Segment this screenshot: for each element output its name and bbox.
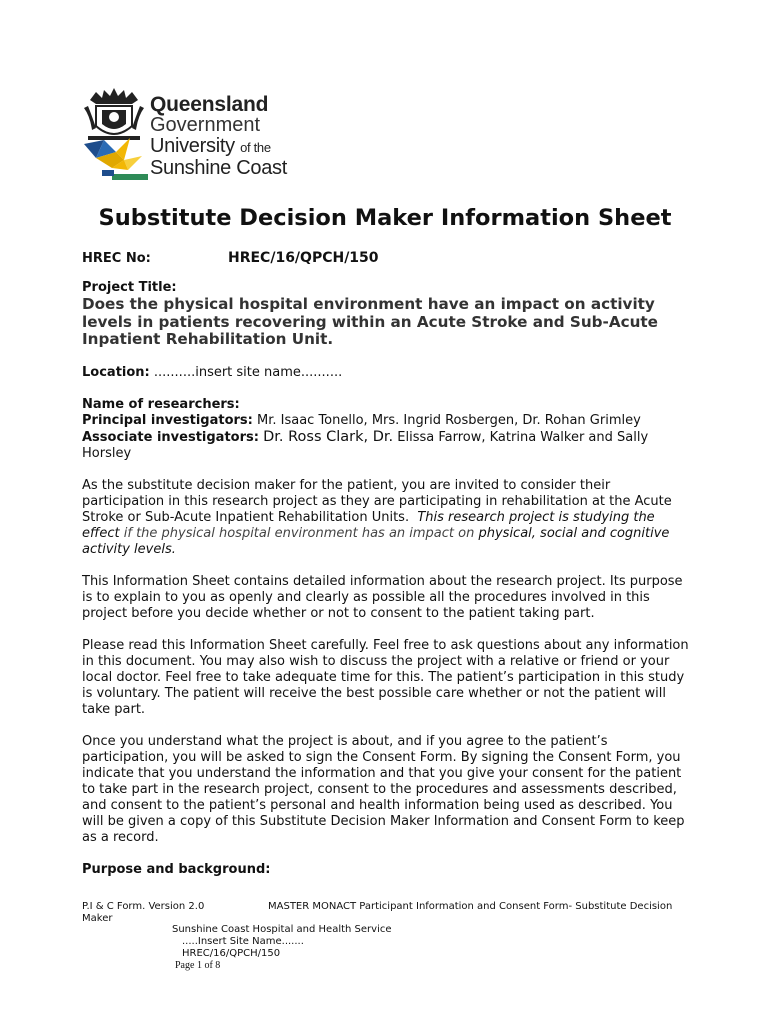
project-title-text: Does the physical hospital environment have an impact on activity levels in patients recovering within an Acute Stroke and Sub-Acute Inpatient Rehabilitation Unit. <box>82 295 658 348</box>
pi-label: Principal investigators: <box>82 412 253 428</box>
project-title-label: Project Title: <box>82 280 177 295</box>
page-footer <box>82 901 682 971</box>
associate-investigators <box>82 429 694 462</box>
location-label: Location: <box>82 364 150 380</box>
intro-paragraph: As the substitute decision maker for the patient, you are invited to consider their participation in this research project as they are participating in rehabilitation at the Acute Stroke or Sub-Acute Inpatient Rehabilitation Units. This research project is studying the effect if the physical hospital environment has an impact on physical, social and cognitive activity levels. <box>82 477 672 557</box>
principal-investigators <box>82 413 694 429</box>
hrec-value: HREC/16/QPCH/150 <box>228 250 379 266</box>
institution-logos <box>82 86 292 182</box>
usc-star-logo-icon <box>82 134 148 182</box>
pi-value: Mr. Isaac Tonello, Mrs. Ingrid Rosbergen, Dr. Rohan Grimley <box>257 412 641 428</box>
footer-master-title: MASTER MONACT Participant Information and Consent Form- Substitute Decision Maker <box>82 901 673 924</box>
ai-label: Associate investigators: <box>82 429 259 445</box>
read-carefully-paragraph: Please read this Information Sheet carefully. Feel free to ask questions about any information in this document. You may also wish to discuss the project with a relative or friend or your local doctor. Feel free to take adequate time for this. The patient’s participation in this study is voluntary. The patient will receive the best possible care whether or not the patient will take part. <box>82 637 689 717</box>
footer-site: .....Insert Site Name....... <box>182 936 304 947</box>
location-line <box>82 365 694 381</box>
hrec-number <box>82 250 379 266</box>
footer-form-line <box>82 901 682 925</box>
consent-paragraph: Once you understand what the project is about, and if you agree to the patient’s participation, you will be asked to sign the Consent Form. By signing the Consent Form, you indicate that you understand the information and that you give your consent for the patient to take part in the research project, consent to the procedures and assessments described, and consent to the patient’s personal and health information being used as described. You will be given a copy of this Substitute Decision Maker Information and Consent Form to keep as a record. <box>82 733 685 845</box>
ai-value-b: Elissa Farrow, Katrina Walker and Sally Horsley <box>82 429 649 461</box>
footer-service: Sunshine Coast Hospital and Health Service <box>172 924 392 935</box>
ai-value-a: Dr. Ross Clark, Dr. <box>263 428 394 445</box>
page-title: Substitute Decision Maker Information Sheet <box>98 205 672 231</box>
hrec-label: HREC No: <box>82 251 151 266</box>
usc-logo-text-line1: University of the <box>150 135 271 157</box>
purpose-heading: Purpose and background: <box>82 861 271 877</box>
info-sheet-paragraph: This Information Sheet contains detailed information about the research project. Its purpose is to explain to you as openly and clearly as possible all the procedures involved in this project before you decide whether or not to consent to the patient taking part. <box>82 573 683 621</box>
footer-version: P.I & C Form. Version 2.0 <box>82 901 205 912</box>
queensland-logo-text: Queensland <box>150 93 269 116</box>
page-number: Page 1 of 8 <box>175 960 221 971</box>
footer-hrec: HREC/16/QPCH/150 <box>182 948 281 959</box>
location-value: ..........insert site name.......... <box>153 364 343 380</box>
usc-logo-text-line2: Sunshine Coast <box>150 157 288 179</box>
researchers-heading: Name of researchers: <box>82 396 240 412</box>
government-logo-text: Government <box>150 114 261 136</box>
document-body <box>82 280 694 878</box>
